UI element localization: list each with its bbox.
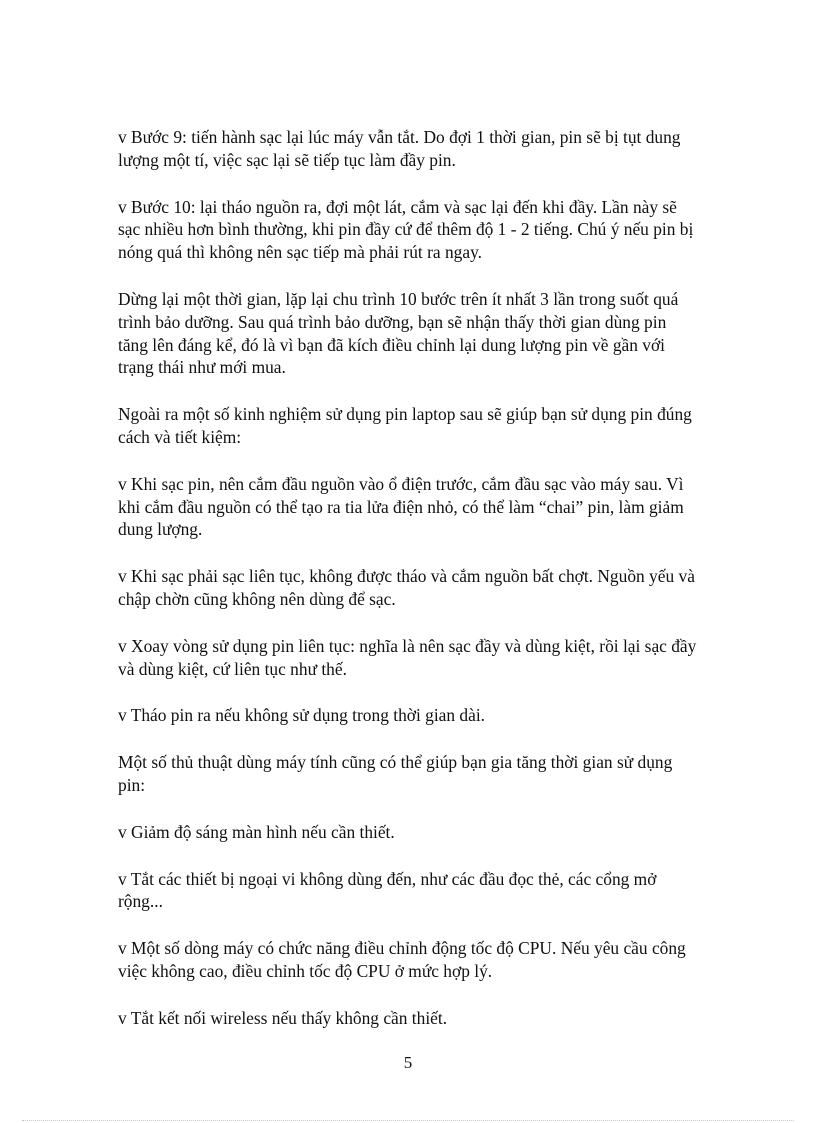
paragraph-tip-remove-battery: v Tháo pin ra nếu không sử dụng trong thời gian dài. xyxy=(118,705,486,726)
paragraph-tip-cycle-usage: v Xoay vòng sử dụng pin liên tục: nghĩa là nên sạc đầy và dùng kiệt, rồi lại sạc đầy và dùng kiệt, cứ liên tục như thế. xyxy=(118,635,697,679)
paragraph-step-10: v Bước 10: lại tháo nguồn ra, đợi một lát, cắm và sạc lại đến khi đầy. Lần này sẽ sạc nhiều hơn bình thường, khi pin đầy cứ để thêm độ 1 - 2 tiếng. Chú ý nếu pin bị nóng quá thì không nên sạc tiếp mà phải rút ra ngay. xyxy=(118,196,694,263)
paragraph-tips-intro: Ngoài ra một số kinh nghiệm sử dụng pin laptop sau sẽ giúp bạn sử dụng pin đúng cách và tiết kiệm: xyxy=(118,404,692,447)
paragraph-trick-peripherals: v Tắt các thiết bị ngoại vi không dùng đến, như các đầu đọc thẻ, các cổng mở rộng... xyxy=(118,868,657,912)
page-number: 5 xyxy=(403,1053,413,1072)
paragraph-trick-wireless: v Tắt kết nối wireless nếu thấy không cần thiết. xyxy=(118,1007,448,1028)
paragraph-tip-plug-order: v Khi sạc pin, nên cắm đầu nguồn vào ổ điện trước, cắm đầu sạc vào máy sau. Vì khi cắm đầu nguồn có thể tạo ra tia lửa điện nhỏ, có thể làm “chai” pin, làm giảm dung lượng. xyxy=(118,473,684,540)
paragraph-step-9: v Bước 9: tiến hành sạc lại lúc máy vẫn tắt. Do đợi 1 thời gian, pin sẽ bị tụt dung lượng một tí, việc sạc lại sẽ tiếp tục làm đầy pin. xyxy=(118,127,681,170)
paragraph-trick-cpu-speed: v Một số dòng máy có chức năng điều chỉnh động tốc độ CPU. Nếu yêu cầu công việc không cao, điều chỉnh tốc độ CPU ở mức hợp lý. xyxy=(118,938,686,981)
paragraph-tip-continuous-charge: v Khi sạc phải sạc liên tục, không được tháo và cắm nguồn bất chợt. Nguồn yếu và chập chờn cũng không nên dùng để sạc. xyxy=(118,566,695,609)
paragraph-trick-brightness: v Giảm độ sáng màn hình nếu cần thiết. xyxy=(118,821,395,842)
paragraph-repeat-cycle: Dừng lại một thời gian, lặp lại chu trình 10 bước trên ít nhất 3 lần trong suốt quá trình bảo dưỡng. Sau quá trình bảo dưỡng, bạn sẽ nhận thấy thời gian dùng pin tăng lên đáng kể, đó là vì bạn đã kích điều chỉnh lại dung lượng pin về gần với trạng thái như mới mua. xyxy=(118,288,679,378)
paragraph-tricks-intro: Một số thủ thuật dùng máy tính cũng có thể giúp bạn gia tăng thời gian sử dụng pin: xyxy=(118,752,673,795)
page-bottom-divider xyxy=(22,1120,794,1121)
page-body xyxy=(118,126,698,1054)
